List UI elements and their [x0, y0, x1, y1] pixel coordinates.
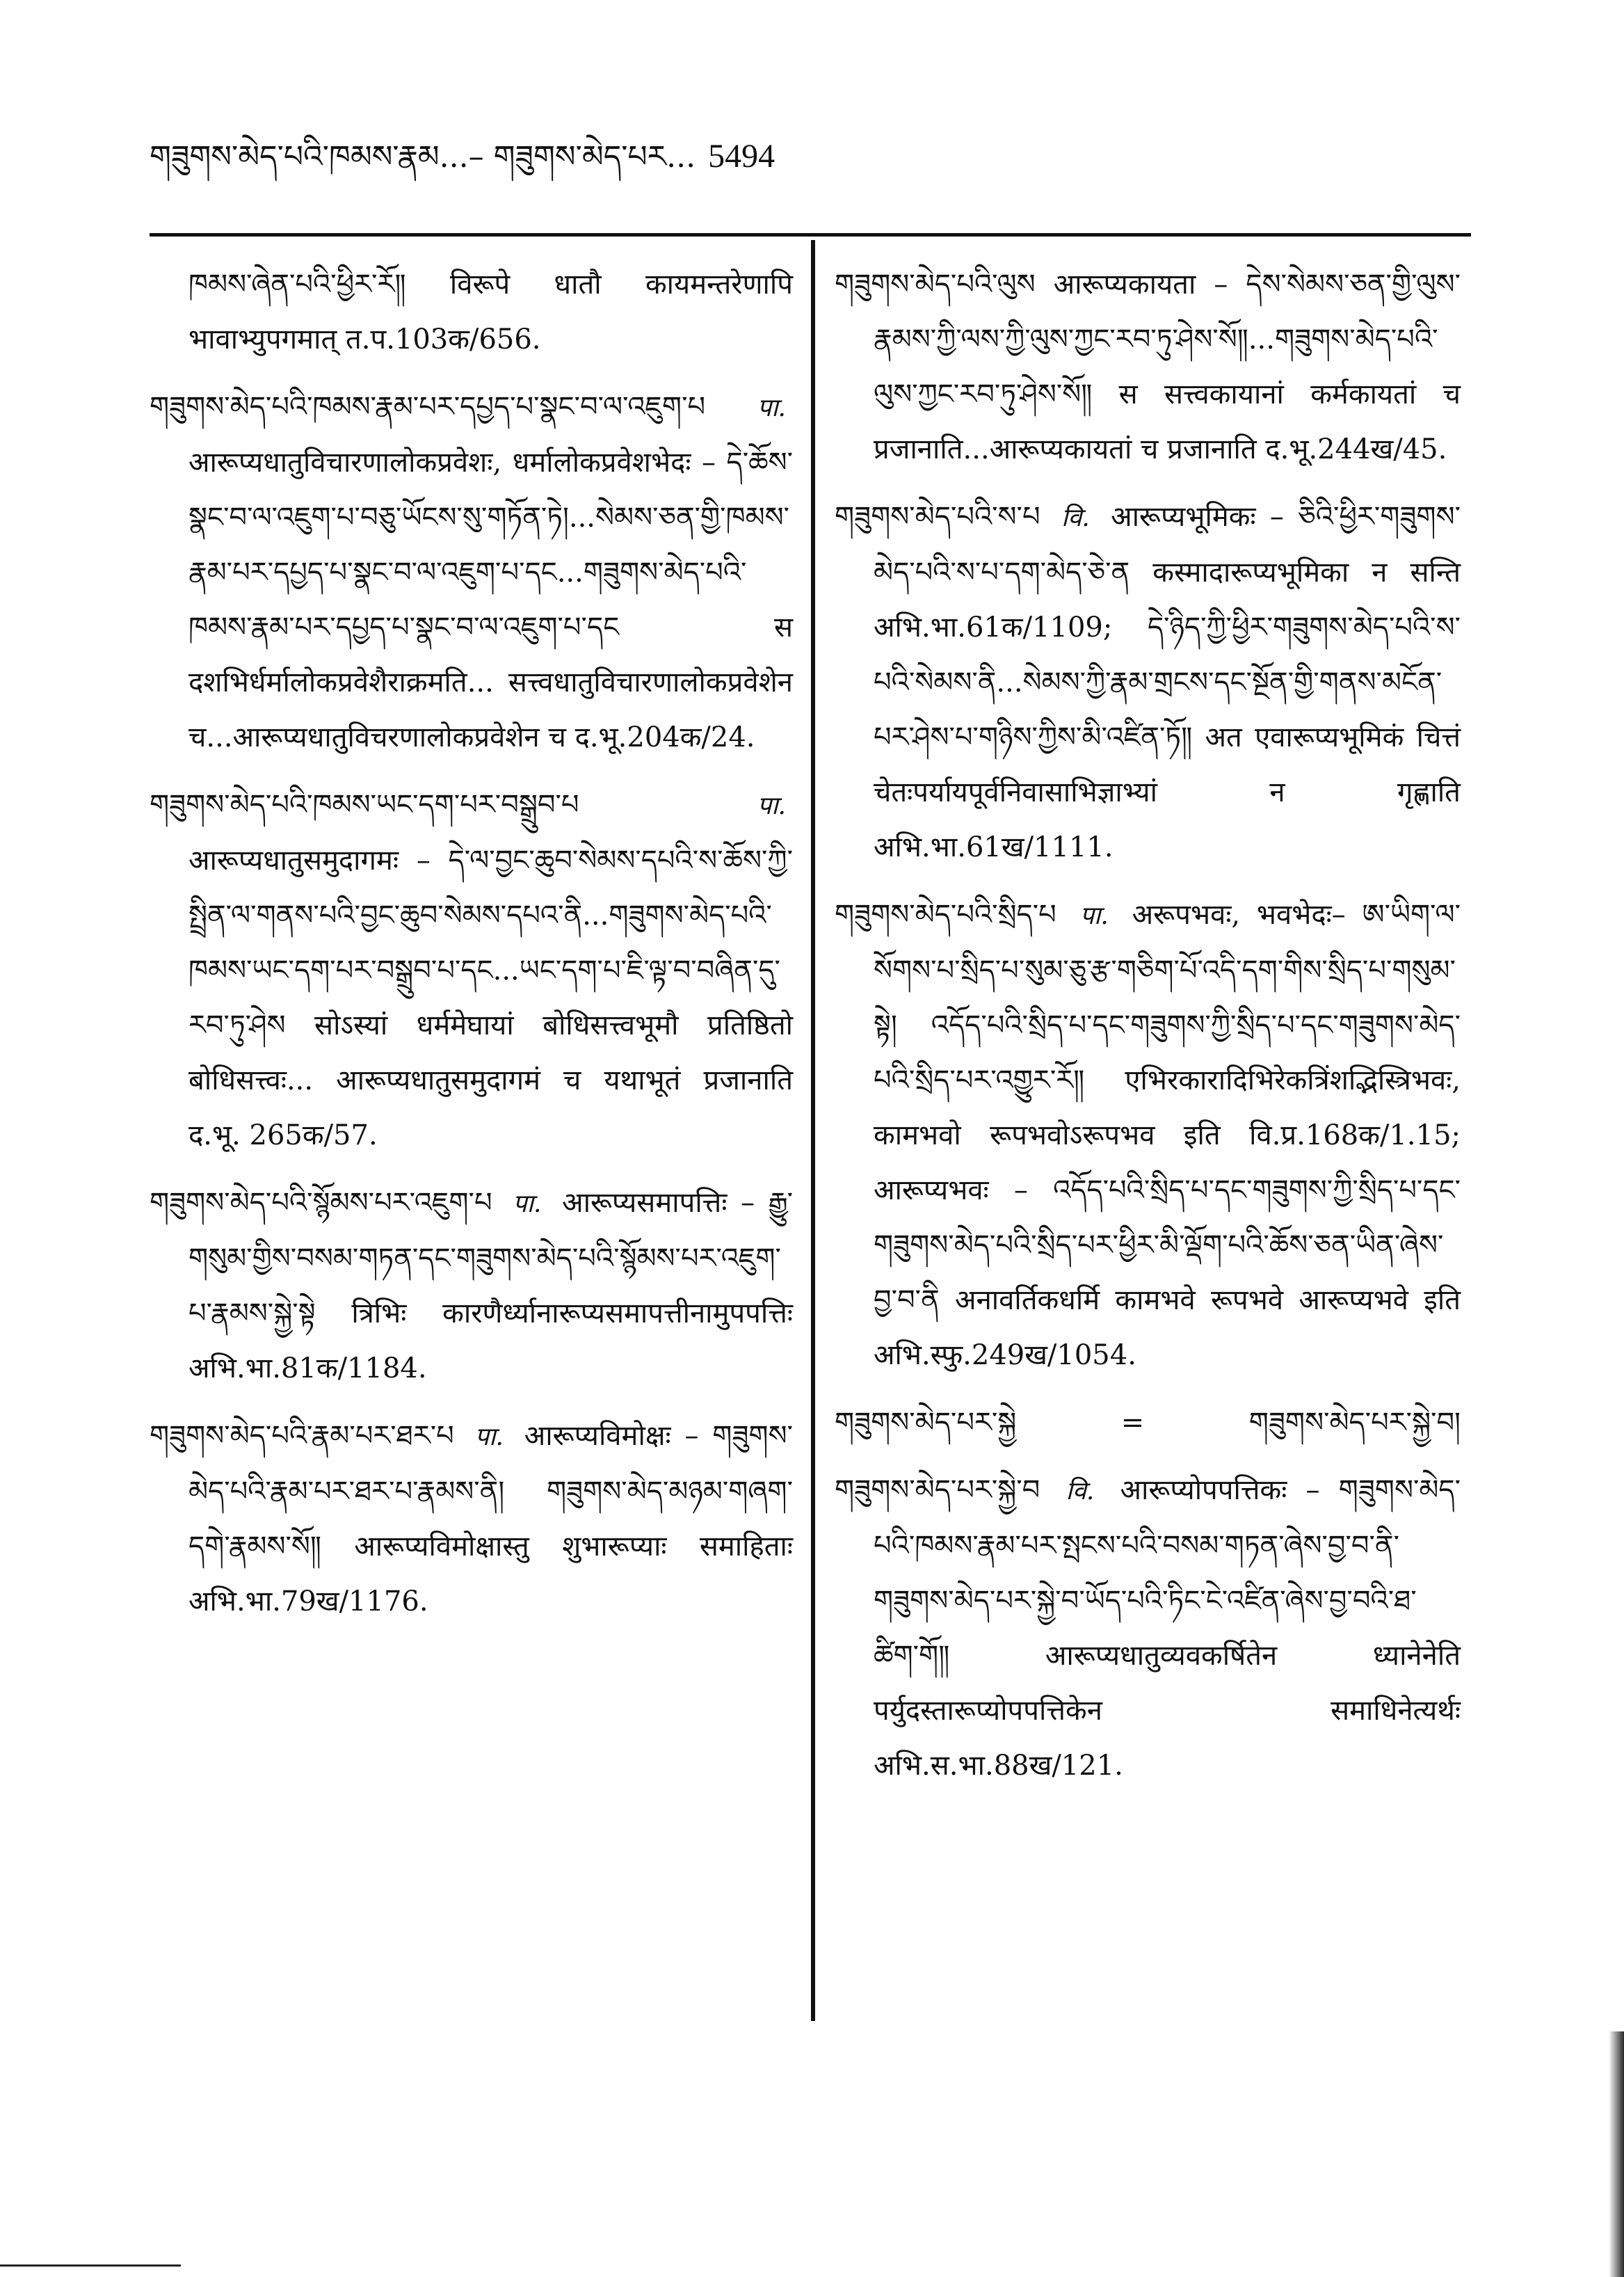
page-number: 5494: [708, 138, 775, 175]
scan-edge-shadow: [1609, 2031, 1624, 2277]
bottom-rule: [0, 2264, 181, 2267]
right-column: [835, 257, 1461, 1806]
grammar-label: पा.: [474, 1423, 504, 1451]
dictionary-entry: [150, 778, 793, 1163]
dictionary-entry: [835, 257, 1461, 477]
dictionary-entry: [835, 1463, 1461, 1793]
entry-text: आरूप्यविमोक्षः – གཟུགས་མེད་པའི་རྣམ་པར་ཐར་པ་རྣམས་ནི། གཟུགས་མེད་མཉམ་གཞག་དགེ་རྣམས་སོ༎ आरूप्यविमोक्षास्तु शुभारूप्याः समाहिताः अभि.भा.79ख/1176.: [188, 1420, 793, 1617]
entry-text: ཁམས་ཞེན་པའི་ཕྱིར་རོ༎ विरूपे धातौ कायमन्तरेणापि भावाभ्युपगमात् त.प.103क/656.: [188, 269, 793, 355]
entry-text: आरूप्योपपत्तिकः – གཟུགས་མེད་པའི་ཁམས་རྣམ་པར་སྤངས་པའི་བསམ་གཏན་ཞེས་བྱ་བ་ནི་གཟུགས་མེད་པར་སྐྱེ་བ་ཡོད་པའི་ཏིང་ངེ་འཛིན་ཞེས་བྱ་བའི་ཐ་ཚིག་གོ༎ आरूप्यधातुव्यवकर्षितेन ध्यानेनेति पर्युदस्तारूप्योपपत्तिकेन समाधिनेत्यर्थः अभि.स.भा.88ख/121.: [874, 1474, 1461, 1782]
header-rule: [150, 233, 1471, 237]
cross-reference-target: གཟུགས་མེད་པར་སྐྱེ་བ།: [1248, 1407, 1461, 1439]
entry-headword: གཟུགས་མེད་པར་སྐྱེ་བ: [835, 1474, 1040, 1506]
dictionary-entry: [835, 888, 1461, 1383]
grammar-label: पा.: [757, 792, 786, 820]
entry-text: अरूपभवः, भवभेदः– ཨ་ཡིག་ལ་སོགས་པ་སྲིད་པ་སུམ་ཅུ་རྩ་གཅིག་པོ་འདི་དག་གིས་སྲིད་པ་གསུམ་སྟེ། འདོད་པའི་སྲིད་པ་དང་གཟུགས་ཀྱི་སྲིད་པ་དང་གཟུགས་མེད་པའི་སྲིད་པར་འགྱུར་རོ༎ एभिरकारादिभिरेकत्रिंशद्भिस्त्रिभवः, कामभवो रूपभवोऽरूपभव इति वि.प्र.168क/1.15; आरूप्यभवः – འདོད་པའི་སྲིད་པ་དང་གཟུགས་ཀྱི་སྲིད་པ་དང་གཟུགས་མེད་པའི་སྲིད་པར་ཕྱིར་མི་ལྡོག་པའི་ཆོས་ཅན་ཡིན་ཞེས་བྱ་བ་ནི अनावर्तिकधर्मि कामभवे रूपभवे आरूप्यभवे इति अभि.स्फु.249ख/1054.: [874, 899, 1461, 1371]
entry-headword: གཟུགས་མེད་པའི་ལུས: [835, 269, 1036, 301]
entry-headword: གཟུགས་མེད་པའི་ཁམས་ཡང་དག་པར་བསྒྲུབ་པ: [150, 789, 579, 821]
entry-text: आरूप्यधातुविचारणालोकप्रवेशः, धर्मालोकप्रवेशभेदः – དེ་ཆོས་སྣང་བ་ལ་འཇུག་པ་བཅུ་ཡོངས་སུ་གཏོན་ཏེ།...སེམས་ཅན་གྱི་ཁམས་རྣམ་པར་དཔྱད་པ་སྣང་བ་ལ་འཇུག་པ་དང...གཟུགས་མེད་པའི་ཁམས་རྣམ་པར་དཔྱད་པ་སྣང་བ་ལ་འཇུག་པ་དང स दशभिर्धर्मालोकप्रवेशैराक्रमति... सत्त्वधातुविचारणालोकप्रवेशेन च...आरूप्यधातुविचरणालोकप्रवेशेन च द.भू.204क/24.: [188, 447, 793, 753]
grammar-label: पा.: [1079, 902, 1109, 930]
grammar-label: पा.: [757, 394, 786, 422]
entry-text: आरूप्यधातुसमुदागमः – དེ་ལ་བྱང་ཆུབ་སེམས་དཔའི་ས་ཆོས་ཀྱི་སྤྲིན་ལ་གནས་པའི་བྱང་ཆུབ་སེམས་དཔའ་ནི...གཟུགས་མེད་པའི་ཁམས་ཡང་དག་པར་བསྒྲུབ་པ་དང...ཡང་དག་པ་ཇི་ལྟ་བ་བཞིན་དུ་རབ་ཏུ་ཤེས सोऽस्यां धर्ममेघायां बोधिसत्त्वभूमौ प्रतिष्ठितो बोधिसत्त्वः... आरूप्यधातुसमुदागमं च यथाभूतं प्रजानाति द.भू. 265क/57.: [188, 845, 793, 1151]
equals-sign: =: [1120, 1407, 1145, 1439]
entry-text: आरूप्यभूमिकः – ཅིའི་ཕྱིར་གཟུགས་མེད་པའི་ས་པ་དག་མེད་ཅེ་ན कस्मादारूप्यभूमिका न सन्ति अभि.भा.61क/1109; དེ་ཉིད་ཀྱི་ཕྱིར་གཟུགས་མེད་པའི་ས་པའི་སེམས་ནི...སེམས་ཀྱི་རྣམ་གྲངས་དང་སྔོན་གྱི་གནས་མངོན་པར་ཤེས་པ་གཉིས་ཀྱིས་མི་འཛིན་ཏོ༎ अत एवारूप्यभूमिकं चित्तं चेतःपर्यायपूर्वनिवासाभिज्ञाभ्यां न गृह्णाति अभि.भा.61ख/1111.: [874, 501, 1461, 863]
dictionary-entry: [835, 490, 1461, 875]
dictionary-entry: [150, 1176, 793, 1396]
entry-text: आरूप्यसमापत्तिः – རྒྱུ་གསུམ་གྱིས་བསམ་གཏན་དང་གཟུགས་མེད་པའི་སྙོམས་པར་འཇུག་པ་རྣམས་སྐྱེ་སྟེ त्रिभिः कारणैर्ध्यानारूप्यसमापत्तीनामुपपत्तिः अभि.भा.81क/1184.: [188, 1187, 793, 1384]
grammar-label: वि.: [1061, 504, 1090, 532]
entry-headword: གཟུགས་མེད་པའི་ས་པ: [835, 501, 1040, 533]
dictionary-entry: [150, 380, 793, 765]
grammar-label: पा.: [513, 1190, 542, 1218]
entry-headword: གཟུགས་མེད་པའི་རྣམ་པར་ཐར་པ: [150, 1420, 454, 1452]
entry-headword: གཟུགས་མེད་པའི་སྙོམས་པར་འཇུག་པ: [150, 1187, 492, 1219]
dictionary-entry: [150, 1409, 793, 1629]
cross-reference-entry: [835, 1396, 1461, 1451]
entry-headword: གཟུགས་མེད་པར་སྐྱེ: [835, 1407, 1017, 1439]
grammar-label: वि.: [1066, 1477, 1095, 1505]
entry-headword: གཟུགས་མེད་པའི་ཁམས་རྣམ་པར་དཔྱད་པ་སྣང་བ་ལ་འཇུག་པ: [150, 391, 706, 423]
left-column: [150, 257, 793, 1642]
entry-headword: གཟུགས་མེད་པའི་སྲིད་པ: [835, 899, 1056, 931]
running-header: [150, 129, 1471, 184]
column-divider: [811, 240, 815, 2021]
running-title: གཟུགས་མེད་པའི་ཁམས་རྣམ...– གཟུགས་མེད་པར...: [150, 139, 696, 175]
dictionary-entry: [150, 257, 793, 367]
entry-text: आरूप्यकायता – དེས་སེམས་ཅན་གྱི་ལུས་རྣམས་ཀྱི་ལས་ཀྱི་ལུས་ཀྱང་རབ་ཏུ་ཤེས་སོ༎...གཟུགས་མེད་པའི་ལུས་ཀྱང་རབ་ཏུ་ཤེས་སོ༎ स सत्त्वकायानां कर्मकायतां च प्रजानाति...आरूप्यकायतां च प्रजानाति द.भू.244ख/45.: [874, 269, 1461, 465]
